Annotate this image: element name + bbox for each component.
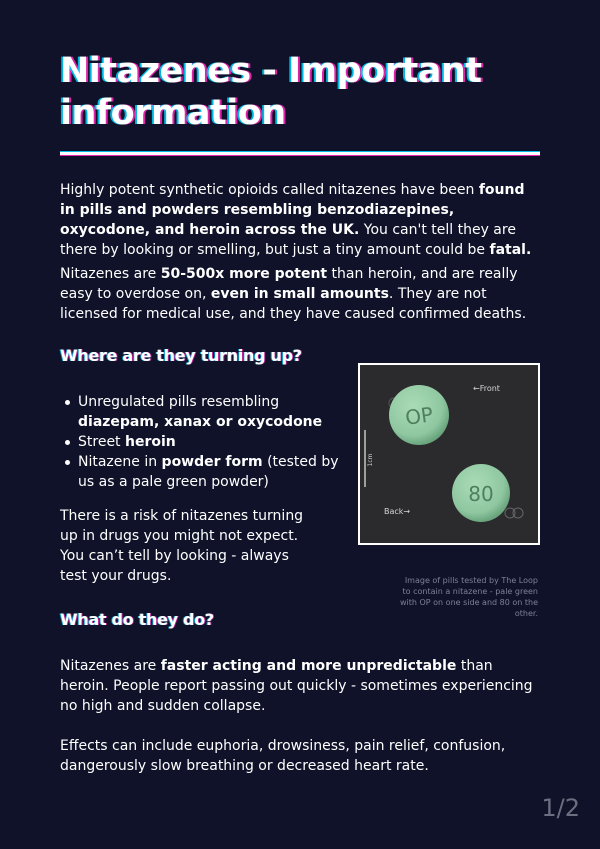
body-text: You can't tell they are there by looking or smelling, but just a tiny amount could be <box>60 222 516 258</box>
pill-front-imprint: OP <box>403 402 435 430</box>
scale-label: 1cm <box>367 453 374 467</box>
emphasis-text: even in small amounts <box>210 286 389 302</box>
page-number: 1/2 <box>541 794 580 822</box>
emphasis-text: 50-500x more potent <box>160 266 328 282</box>
bullet-item-powder <box>78 452 343 492</box>
body-text: Street <box>78 434 125 450</box>
intro-paragraph-1 <box>60 180 535 260</box>
risk-paragraph: There is a risk of nitazenes turning up in drugs you might not expect. You can’t tell by looking - always test your drugs. <box>60 508 304 584</box>
where-heading: Where are they turning up? <box>60 346 302 365</box>
emphasis-text: powder form <box>161 454 263 470</box>
page-title: Nitazenes - Important information <box>60 51 482 133</box>
body-text: Nitazenes are <box>60 266 161 282</box>
where-bullet-list <box>60 392 343 492</box>
pill-photo <box>358 363 540 545</box>
what-heading: What do they do? <box>60 610 214 629</box>
bullet-item-pills <box>78 392 343 432</box>
body-text: Nitazenes are <box>60 658 161 674</box>
pill-back-imprint: 80 <box>468 482 494 506</box>
emphasis-text: heroin <box>125 434 176 450</box>
pill-photo-graphic <box>360 365 538 543</box>
body-text: . They are not licensed for medical use, and they have caused confirmed deaths. <box>60 286 527 322</box>
body-text: Highly potent synthetic opioids called nitazenes have been <box>60 182 479 198</box>
front-label: ←Front <box>473 384 500 393</box>
photo-caption: Image of pills tested by The Loop to contain a nitazene - pale green with OP on one side and 80 on the other. <box>399 576 538 618</box>
emphasis-text: diazepam, xanax or oxycodone <box>78 414 323 430</box>
emphasis-text: faster acting and more unpredictable <box>160 658 457 674</box>
bullet-item-heroin <box>78 432 343 452</box>
title-divider <box>60 152 540 155</box>
emphasis-text: found in pills and powders resembling benzodiazepines, oxycodone, and heroin across the UK. <box>60 182 525 238</box>
effects-paragraph-2: Effects can include euphoria, drowsiness, pain relief, confusion, dangerously slow breathing or decreased heart rate. <box>60 738 506 774</box>
body-text: than heroin, and are really easy to overdose on, <box>60 266 518 302</box>
intro-paragraph-2 <box>60 264 535 324</box>
body-text: Unregulated pills resembling <box>78 394 280 410</box>
back-label: Back→ <box>384 507 411 516</box>
body-text: Nitazene in <box>78 454 162 470</box>
body-text: than heroin. People report passing out quickly - sometimes experiencing no high and sudden collapse. <box>60 658 533 714</box>
emphasis-text: fatal. <box>489 242 532 258</box>
effects-paragraph-1 <box>60 656 535 716</box>
body-text: (tested by us as a pale green powder) <box>78 454 339 490</box>
photo-background <box>360 365 538 543</box>
